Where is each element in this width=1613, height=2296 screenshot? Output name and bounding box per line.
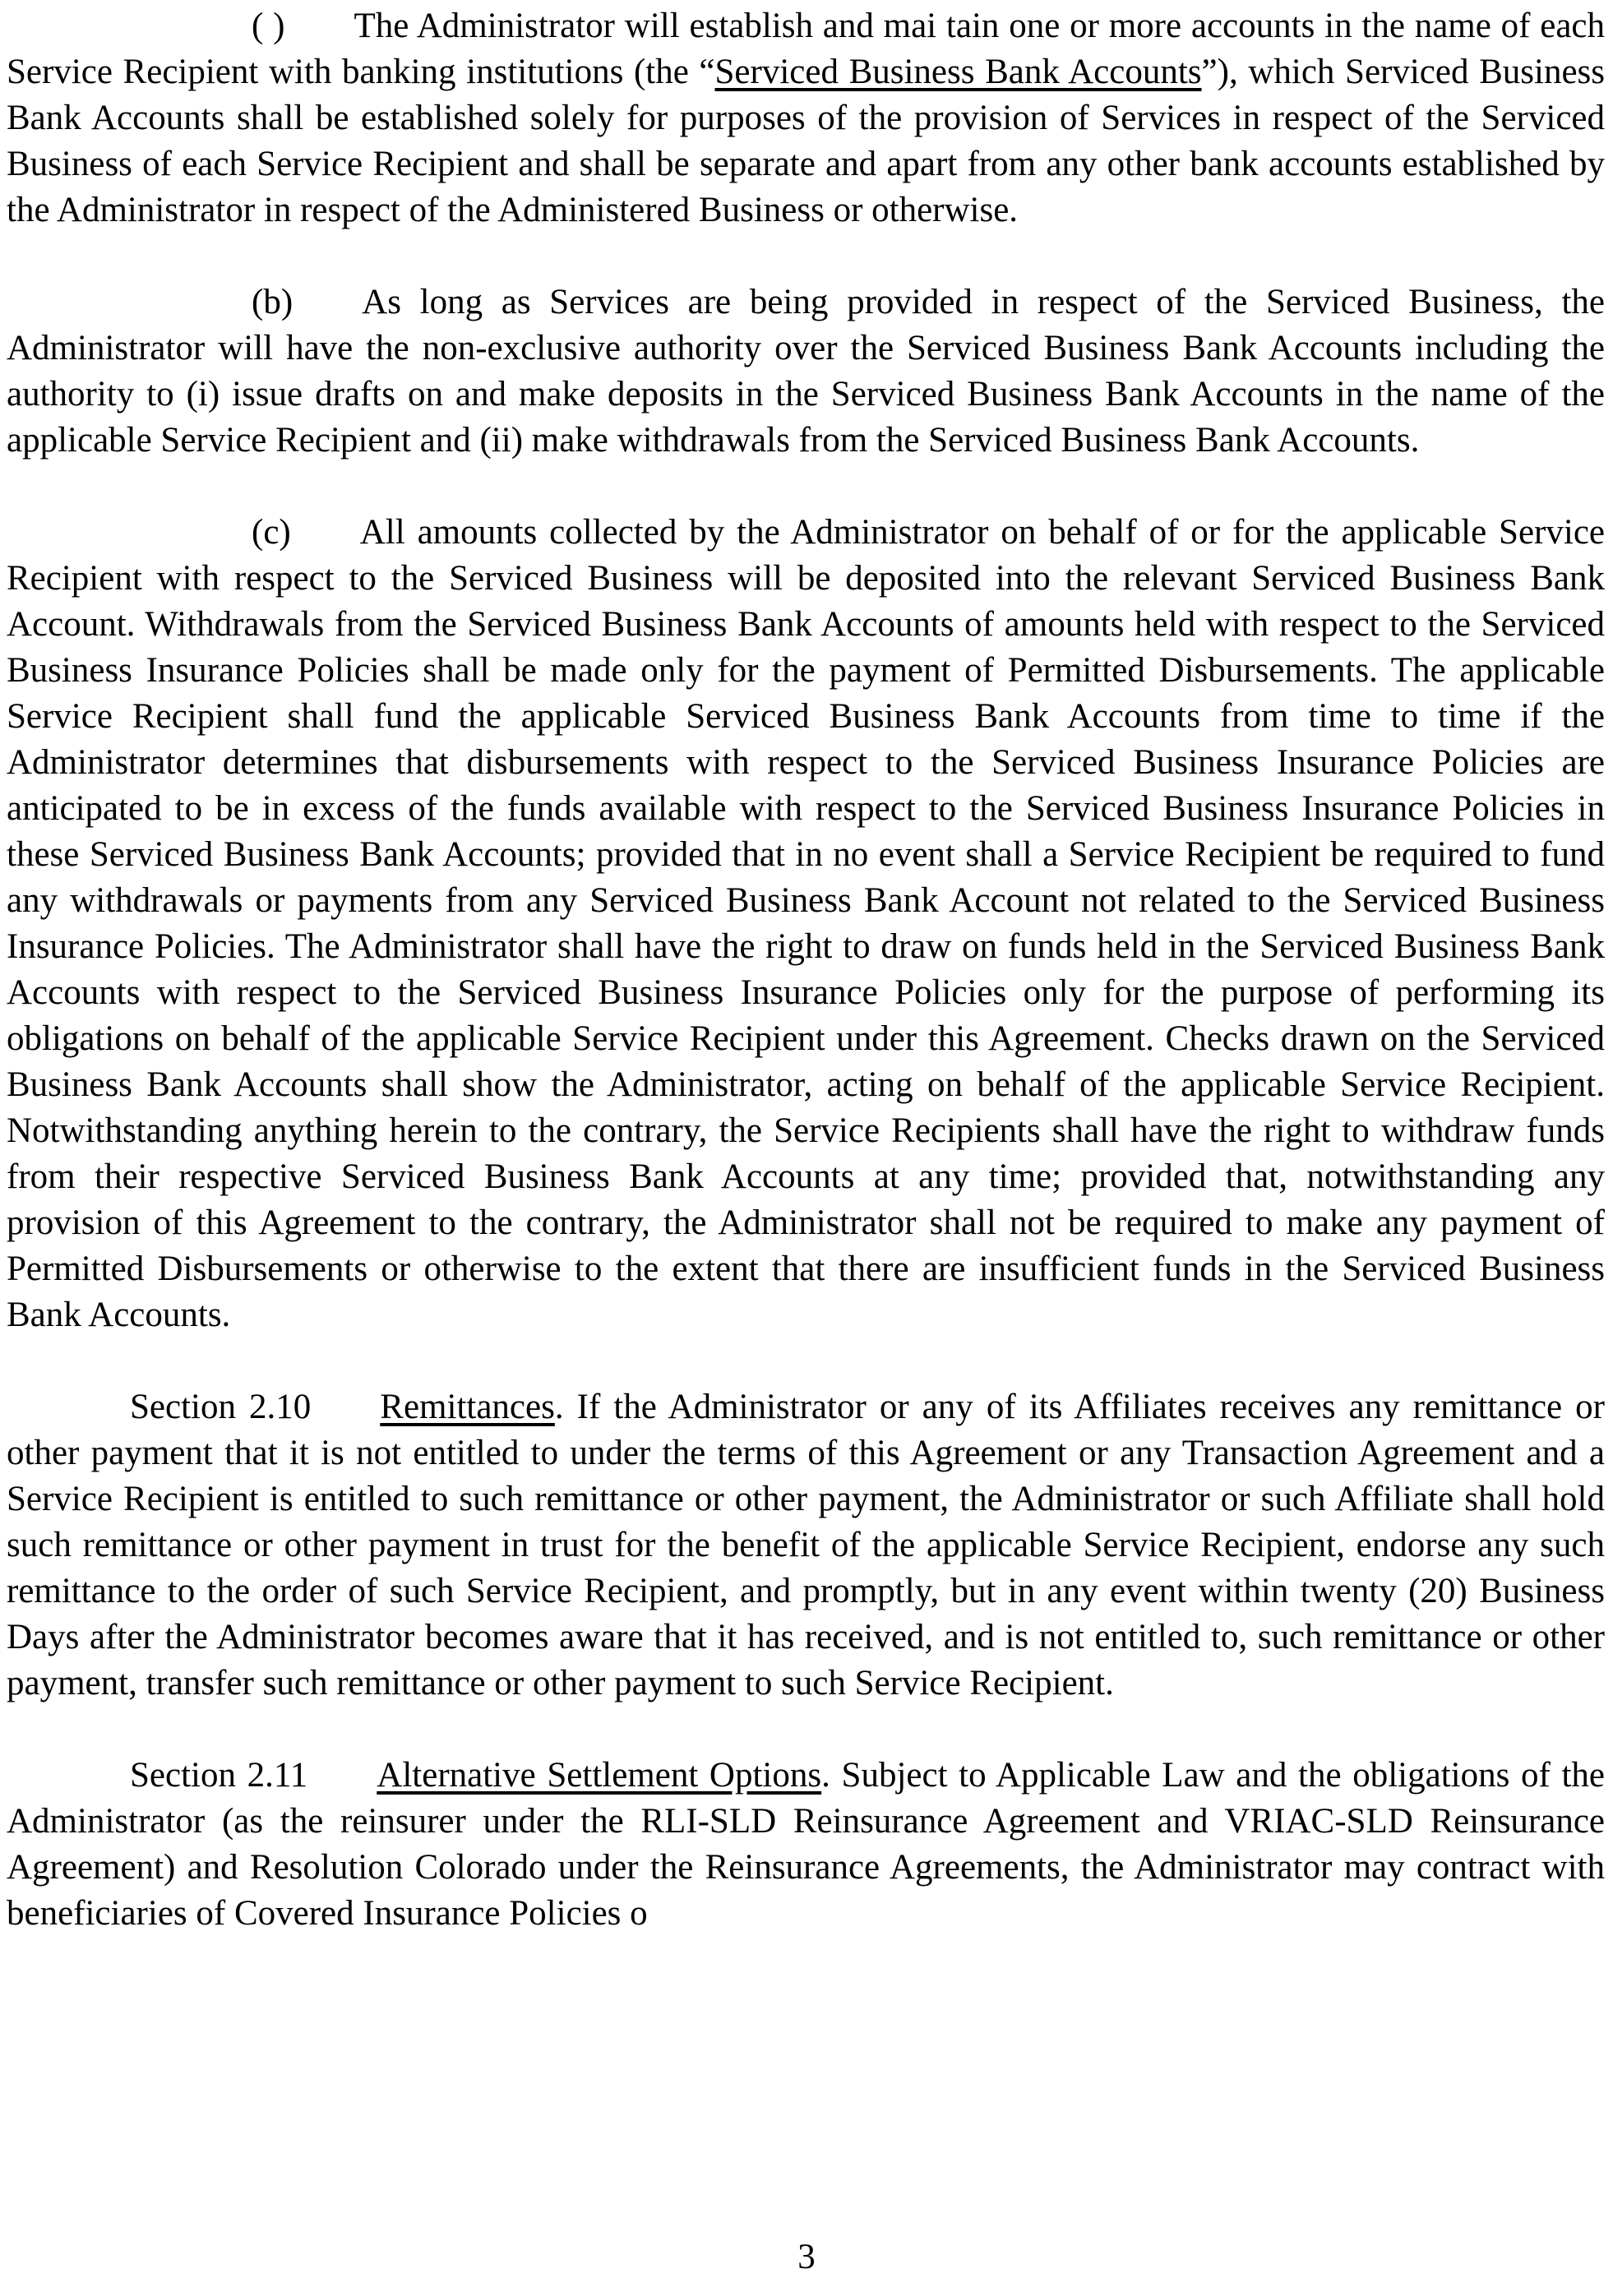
document-content [7,3,1605,1937]
page-number: 3 [797,2238,816,2276]
paragraph-b [7,279,1605,464]
underlined-term: Remittances [380,1388,555,1426]
text-run: The Administrator will establish and mai tain one or more accounts in the name of each Service Recipient with banking institutions (the “ [7,7,1605,91]
text-run: Section 2.11 [130,1756,308,1795]
text-run: (b) [252,283,293,321]
text-run: ( ) [252,7,285,45]
text-run: . Subject to Applicable Law and the obligations of the Administrator (as the reinsurer under the RLI-SLD Reinsurance Agreement and VRIAC-SLD Reinsurance Agreement) and Resolution Colorado under the Reinsurance Agreements, the Administrator may contract with beneficiaries of Covered Insurance Policies o [7,1756,1605,1933]
section-2-11 [7,1753,1605,1937]
underlined-term: Alternative Settlement Options [377,1756,822,1795]
paragraph-a [7,3,1605,233]
text-run: . If the Administrator or any of its Affiliates receives any remittance or other payment that it is not entitled to under the terms of this Agreement or any Transaction Agreement and a Service Recipient is entitled to such remittance or other payment, the Administrator or such Affiliate shall hold such remittance or other payment in trust for the benefit of the applicable Service Recipient, endorse any such remittance to the order of such Service Recipient, and promptly, but in any event within twenty (20) Business Days after the Administrator becomes aware that it has received, and is not entitled to, such remittance or other payment, transfer such remittance or other payment to such Service Recipient. [7,1388,1605,1702]
text-run: All amounts collected by the Administrator on behalf of or for the applicable Service Recipient with respect to the Serviced Business will be deposited into the relevant Serviced Business Bank Account. Withdrawals from the Serviced Business Bank Accounts of amounts held with respect to the Serviced Business Insurance Policies shall be made only for the payment of Permitted Disbursements. The applicable Service Recipient shall fund the applicable Serviced Business Bank Accounts from time to time if the Administrator determines that disbursements with respect to the Serviced Business Insurance Policies are anticipated to be in excess of the funds available with respect to the Serviced Business Insurance Policies in these Serviced Business Bank Accounts; provided that in no event shall a Service Recipient be required to fund any withdrawals or payments from any Serviced Business Bank Account not related to the Serviced Business Insurance Policies. The Administrator shall have the right to draw on funds held in the Serviced Business Bank Accounts with respect to the Serviced Business Insurance Policies only for the purpose of performing its obligations on behalf of the applicable Service Recipient under this Agreement. Checks drawn on the Serviced Business Bank Accounts shall show the Administrator, acting on behalf of the applicable Service Recipient. Notwithstanding anything herein to the contrary, the Service Recipients shall have the right to withdraw funds from their respective Serviced Business Bank Accounts at any time; provided that, notwithstanding any provision of this Agreement to the contrary, the Administrator shall not be required to make any payment of Permitted Disbursements or otherwise to the extent that there are insufficient funds in the Serviced Business Bank Accounts. [7,513,1605,1334]
text-run: Section 2.10 [130,1388,312,1426]
text-run: ”), which Serviced Business Bank Accounts shall be established solely for purposes of the provision of Services in respect of the Serviced Business of each Service Recipient and shall be separate and apart from any other bank accounts established by the Administrator in respect of the Administered Business or otherwise. [7,53,1606,229]
text-run: As long as Services are being provided in respect of the Serviced Business, the Administrator will have the non-exclusive authority over the Serviced Business Bank Accounts including the authority to (i) issue drafts on and make deposits in the Serviced Business Bank Accounts in the name of the applicable Service Recipient and (ii) make withdrawals from the Serviced Business Bank Accounts. [7,283,1605,460]
underlined-term: Serviced Business Bank Accounts [714,53,1202,91]
paragraph-c [7,510,1605,1338]
section-2-10 [7,1384,1605,1707]
text-run: (c) [252,513,291,552]
